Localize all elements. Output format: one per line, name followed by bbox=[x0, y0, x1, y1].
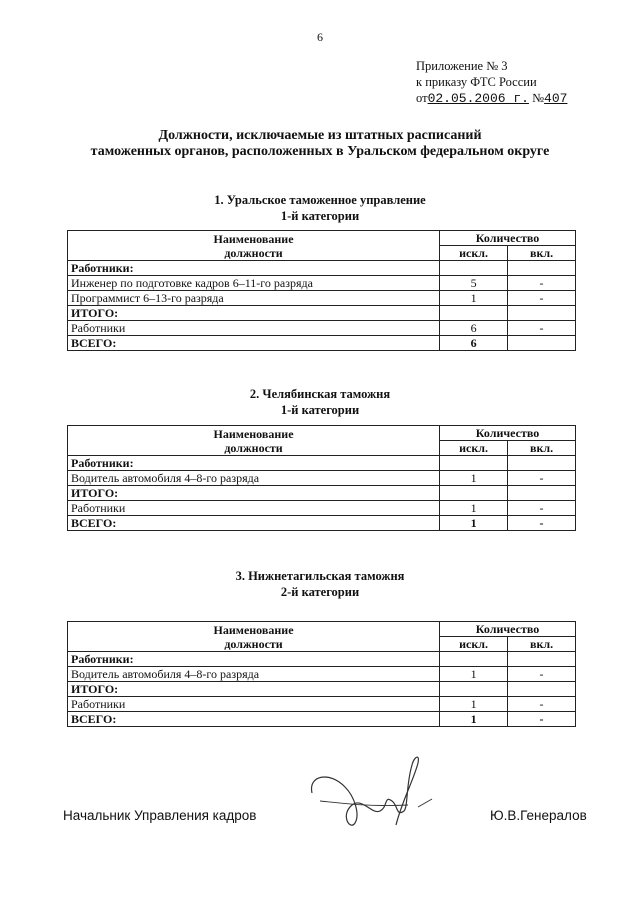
included-cell bbox=[508, 336, 576, 351]
signature-icon bbox=[300, 745, 440, 840]
position-cell: Работники: bbox=[68, 456, 440, 471]
table-row bbox=[68, 516, 576, 531]
position-cell: ИТОГО: bbox=[68, 306, 440, 321]
table-row bbox=[68, 501, 576, 516]
header-included: вкл. bbox=[508, 246, 576, 261]
section-title: 3. Нижнетагильская таможня bbox=[235, 569, 405, 583]
position-cell: Водитель автомобиля 4–8-го разряда bbox=[68, 667, 440, 682]
included-cell: - bbox=[508, 291, 576, 306]
appendix-date-line bbox=[416, 90, 567, 107]
section-2-title bbox=[0, 386, 640, 418]
excluded-cell: 1 bbox=[440, 697, 508, 712]
position-cell: ВСЕГО: bbox=[68, 516, 440, 531]
header-excluded: искл. bbox=[440, 246, 508, 261]
table-row bbox=[68, 306, 576, 321]
date-prefix: от bbox=[416, 91, 428, 105]
section-3-table bbox=[67, 621, 576, 727]
position-cell: ВСЕГО: bbox=[68, 712, 440, 727]
table-row bbox=[68, 471, 576, 486]
section-1-title bbox=[0, 192, 640, 224]
header-quantity: Количество bbox=[440, 426, 576, 441]
table-row bbox=[68, 682, 576, 697]
header-position: Наименование должности bbox=[68, 622, 440, 652]
appendix-block bbox=[416, 58, 567, 107]
excluded-cell: 1 bbox=[440, 501, 508, 516]
header-position: Наименование должности bbox=[68, 231, 440, 261]
position-cell: ИТОГО: bbox=[68, 486, 440, 501]
section-category: 1-й категории bbox=[280, 209, 360, 223]
included-cell: - bbox=[508, 712, 576, 727]
signer-position: Начальник Управления кадров bbox=[63, 808, 257, 823]
section-category: 2-й категории bbox=[280, 585, 360, 599]
header-quantity: Количество bbox=[440, 622, 576, 637]
page-number: 6 bbox=[317, 30, 323, 44]
position-cell: ИТОГО: bbox=[68, 682, 440, 697]
table-row bbox=[68, 652, 576, 667]
title-line1: Должности, исключаемые из штатных расписаний bbox=[158, 128, 482, 143]
excluded-cell bbox=[440, 682, 508, 697]
table-row bbox=[68, 336, 576, 351]
appendix-line1: Приложение № 3 bbox=[416, 59, 508, 73]
excluded-cell: 1 bbox=[440, 712, 508, 727]
table-row bbox=[68, 486, 576, 501]
excluded-cell: 1 bbox=[440, 516, 508, 531]
appendix-line2: к приказу ФТС России bbox=[416, 75, 537, 89]
excluded-cell: 1 bbox=[440, 471, 508, 486]
header-excluded: искл. bbox=[440, 441, 508, 456]
included-cell bbox=[508, 306, 576, 321]
table-row bbox=[68, 667, 576, 682]
included-cell bbox=[508, 682, 576, 697]
position-cell: Работники: bbox=[68, 261, 440, 276]
position-cell: Программист 6–13-го разряда bbox=[68, 291, 440, 306]
section-1-table bbox=[67, 230, 576, 351]
table-row bbox=[68, 712, 576, 727]
excluded-cell: 6 bbox=[440, 321, 508, 336]
title-line2: таможенных органов, расположенных в Уральском федеральном округе bbox=[90, 144, 550, 159]
document-title bbox=[0, 128, 640, 160]
included-cell: - bbox=[508, 516, 576, 531]
included-cell bbox=[508, 486, 576, 501]
position-cell: Работники bbox=[68, 501, 440, 516]
included-cell: - bbox=[508, 321, 576, 336]
section-title: 1. Уральское таможенное управление bbox=[214, 193, 426, 207]
table-row bbox=[68, 456, 576, 471]
position-cell: ВСЕГО: bbox=[68, 336, 440, 351]
position-cell: Работники: bbox=[68, 652, 440, 667]
number-prefix: № bbox=[532, 91, 545, 105]
excluded-cell bbox=[440, 486, 508, 501]
header-included: вкл. bbox=[508, 441, 576, 456]
position-cell: Водитель автомобиля 4–8-го разряда bbox=[68, 471, 440, 486]
included-cell bbox=[508, 456, 576, 471]
section-2-table bbox=[67, 425, 576, 531]
included-cell: - bbox=[508, 276, 576, 291]
header-quantity: Количество bbox=[440, 231, 576, 246]
table-row bbox=[68, 276, 576, 291]
table-row bbox=[68, 697, 576, 712]
position-cell: Работники bbox=[68, 697, 440, 712]
section-category: 1-й категории bbox=[280, 403, 360, 417]
header-excluded: искл. bbox=[440, 637, 508, 652]
table-row bbox=[68, 291, 576, 306]
excluded-cell: 1 bbox=[440, 667, 508, 682]
excluded-cell bbox=[440, 456, 508, 471]
signer-name: Ю.В.Генералов bbox=[490, 808, 587, 823]
position-cell: Инженер по подготовке кадров 6–11-го разряда bbox=[68, 276, 440, 291]
excluded-cell bbox=[440, 652, 508, 667]
included-cell: - bbox=[508, 501, 576, 516]
header-position: Наименование должности bbox=[68, 426, 440, 456]
excluded-cell: 6 bbox=[440, 336, 508, 351]
section-title: 2. Челябинская таможня bbox=[249, 387, 391, 401]
included-cell: - bbox=[508, 697, 576, 712]
table-row bbox=[68, 261, 576, 276]
order-number: 407 bbox=[544, 91, 568, 106]
section-3-title bbox=[0, 568, 640, 600]
excluded-cell bbox=[440, 306, 508, 321]
included-cell: - bbox=[508, 471, 576, 486]
position-cell: Работники bbox=[68, 321, 440, 336]
header-included: вкл. bbox=[508, 637, 576, 652]
excluded-cell: 5 bbox=[440, 276, 508, 291]
order-date: 02.05.2006 г. bbox=[427, 91, 529, 106]
table-row bbox=[68, 321, 576, 336]
included-cell bbox=[508, 652, 576, 667]
included-cell: - bbox=[508, 667, 576, 682]
excluded-cell bbox=[440, 261, 508, 276]
included-cell bbox=[508, 261, 576, 276]
excluded-cell: 1 bbox=[440, 291, 508, 306]
